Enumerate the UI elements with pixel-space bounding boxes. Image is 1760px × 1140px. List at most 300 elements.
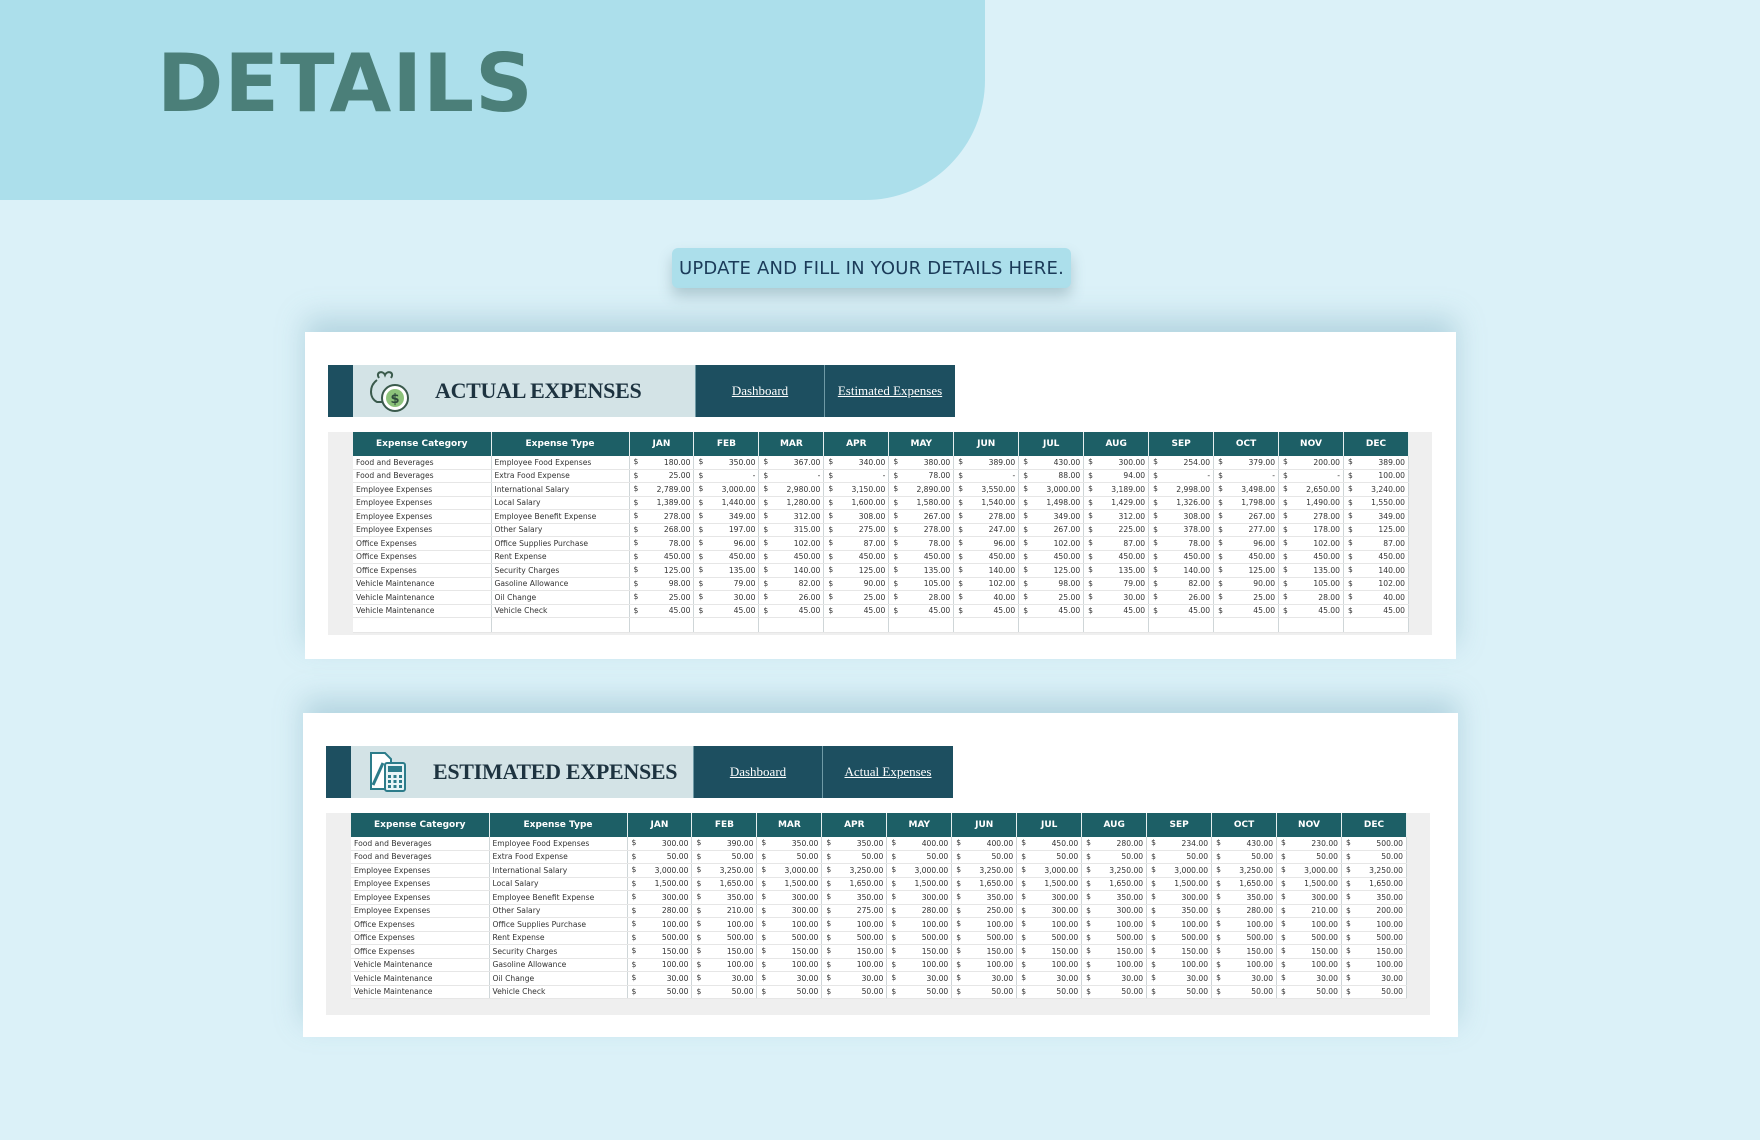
cell-empty[interactable] (954, 618, 1019, 633)
cell-amount[interactable] (1084, 537, 1149, 551)
cell-amount[interactable] (1147, 864, 1212, 878)
cell-amount[interactable] (694, 456, 759, 469)
cell-amount[interactable] (627, 891, 692, 905)
cell-amount[interactable] (887, 972, 952, 986)
cell-empty[interactable] (694, 618, 759, 633)
cell-amount[interactable] (1149, 483, 1214, 497)
cell-amount[interactable] (952, 864, 1017, 878)
cell-amount[interactable] (1149, 456, 1214, 469)
cell-amount[interactable] (952, 931, 1017, 945)
cell-expense-type[interactable]: Rent Expense (491, 550, 629, 564)
cell-amount[interactable] (627, 837, 692, 850)
cell-amount[interactable] (692, 918, 757, 932)
cell-amount[interactable] (824, 510, 889, 524)
cell-amount[interactable] (1277, 972, 1342, 986)
cell-amount[interactable] (1149, 550, 1214, 564)
cell-amount[interactable] (1019, 604, 1084, 618)
cell-empty[interactable] (629, 618, 694, 633)
cell-amount[interactable] (889, 483, 954, 497)
cell-amount[interactable] (1277, 958, 1342, 972)
cell-expense-type[interactable]: Vehicle Check (489, 985, 627, 999)
cell-amount[interactable] (952, 958, 1017, 972)
cell-amount[interactable] (824, 523, 889, 537)
cell-amount[interactable] (1341, 850, 1406, 864)
cell-empty[interactable] (491, 618, 629, 633)
cell-amount[interactable] (1019, 496, 1084, 510)
cell-amount[interactable] (1084, 591, 1149, 605)
cell-amount[interactable] (627, 918, 692, 932)
cell-amount[interactable] (1017, 958, 1082, 972)
cell-amount[interactable] (627, 850, 692, 864)
cell-expense-category[interactable]: Employee Expenses (351, 864, 489, 878)
cell-empty[interactable] (1149, 618, 1214, 633)
cell-amount[interactable] (692, 985, 757, 999)
cell-amount[interactable] (1084, 510, 1149, 524)
cell-expense-category[interactable]: Office Expenses (351, 931, 489, 945)
cell-amount[interactable] (1019, 510, 1084, 524)
cell-amount[interactable] (887, 985, 952, 999)
cell-amount[interactable] (1082, 985, 1147, 999)
cell-expense-category[interactable]: Employee Expenses (351, 891, 489, 905)
cell-amount[interactable] (627, 904, 692, 918)
cell-amount[interactable] (1212, 837, 1277, 850)
cell-amount[interactable] (627, 985, 692, 999)
cell-amount[interactable] (1017, 985, 1082, 999)
cell-amount[interactable] (1149, 564, 1214, 578)
cell-expense-type[interactable]: Employee Benefit Expense (489, 891, 627, 905)
cell-amount[interactable] (889, 537, 954, 551)
cell-amount[interactable] (889, 604, 954, 618)
cell-amount[interactable] (952, 918, 1017, 932)
cell-expense-type[interactable]: Gasoline Allowance (491, 577, 629, 591)
cell-amount[interactable] (822, 837, 887, 850)
cell-expense-category[interactable]: Office Expenses (353, 550, 491, 564)
cell-amount[interactable] (629, 577, 694, 591)
cell-amount[interactable] (1084, 523, 1149, 537)
cell-amount[interactable] (1341, 864, 1406, 878)
cell-amount[interactable] (822, 945, 887, 959)
cell-amount[interactable] (1343, 496, 1408, 510)
cell-amount[interactable] (1341, 945, 1406, 959)
cell-amount[interactable] (824, 456, 889, 469)
cell-amount[interactable] (952, 837, 1017, 850)
cell-amount[interactable] (822, 931, 887, 945)
cell-amount[interactable] (629, 469, 694, 483)
cell-expense-category[interactable]: Employee Expenses (353, 523, 491, 537)
cell-amount[interactable] (1279, 456, 1344, 469)
cell-expense-type[interactable]: Local Salary (491, 496, 629, 510)
cell-amount[interactable] (1149, 537, 1214, 551)
cell-amount[interactable] (889, 523, 954, 537)
cell-amount[interactable] (1343, 564, 1408, 578)
cell-amount[interactable] (1343, 537, 1408, 551)
cell-amount[interactable] (1084, 496, 1149, 510)
cell-amount[interactable] (1277, 931, 1342, 945)
cell-amount[interactable] (954, 564, 1019, 578)
cell-amount[interactable] (822, 891, 887, 905)
cell-amount[interactable] (629, 456, 694, 469)
cell-amount[interactable] (1214, 564, 1279, 578)
cell-amount[interactable] (1277, 891, 1342, 905)
cell-amount[interactable] (1019, 483, 1084, 497)
cell-amount[interactable] (1082, 850, 1147, 864)
cell-amount[interactable] (1019, 564, 1084, 578)
cell-expense-category[interactable]: Office Expenses (351, 918, 489, 932)
cell-amount[interactable] (694, 564, 759, 578)
cell-amount[interactable] (1277, 864, 1342, 878)
cell-expense-type[interactable]: International Salary (491, 483, 629, 497)
cell-amount[interactable] (1212, 850, 1277, 864)
cell-empty[interactable] (1279, 618, 1344, 633)
cell-amount[interactable] (952, 945, 1017, 959)
cell-amount[interactable] (1019, 469, 1084, 483)
cell-amount[interactable] (1019, 577, 1084, 591)
cell-amount[interactable] (1214, 496, 1279, 510)
cell-amount[interactable] (757, 891, 822, 905)
cell-amount[interactable] (1343, 550, 1408, 564)
cell-amount[interactable] (1084, 456, 1149, 469)
cell-amount[interactable] (887, 958, 952, 972)
cell-amount[interactable] (1147, 958, 1212, 972)
cell-amount[interactable] (952, 985, 1017, 999)
cell-amount[interactable] (1019, 591, 1084, 605)
cell-amount[interactable] (1147, 918, 1212, 932)
cell-amount[interactable] (1279, 496, 1344, 510)
cell-amount[interactable] (1341, 837, 1406, 850)
cell-expense-category[interactable]: Food and Beverages (353, 469, 491, 483)
cell-amount[interactable] (1149, 577, 1214, 591)
cell-amount[interactable] (1212, 945, 1277, 959)
cell-expense-category[interactable]: Vehicle Maintenance (351, 985, 489, 999)
cell-empty[interactable] (889, 618, 954, 633)
cell-amount[interactable] (954, 550, 1019, 564)
cell-amount[interactable] (692, 850, 757, 864)
cell-amount[interactable] (954, 604, 1019, 618)
cell-amount[interactable] (1082, 877, 1147, 891)
cell-empty[interactable] (353, 618, 491, 633)
cell-amount[interactable] (1341, 904, 1406, 918)
cell-amount[interactable] (1212, 864, 1277, 878)
cell-amount[interactable] (824, 469, 889, 483)
cell-amount[interactable] (757, 877, 822, 891)
cell-amount[interactable] (692, 864, 757, 878)
cell-expense-type[interactable]: Other Salary (489, 904, 627, 918)
cell-expense-category[interactable]: Vehicle Maintenance (353, 577, 491, 591)
cell-amount[interactable] (1149, 496, 1214, 510)
cell-amount[interactable] (1214, 577, 1279, 591)
cell-amount[interactable] (1214, 456, 1279, 469)
cell-amount[interactable] (1017, 850, 1082, 864)
cell-amount[interactable] (954, 456, 1019, 469)
cell-amount[interactable] (1277, 904, 1342, 918)
cell-expense-type[interactable]: Extra Food Expense (489, 850, 627, 864)
cell-amount[interactable] (1343, 456, 1408, 469)
cell-amount[interactable] (1214, 483, 1279, 497)
cell-amount[interactable] (887, 850, 952, 864)
cell-amount[interactable] (1343, 591, 1408, 605)
cell-expense-type[interactable]: Security Charges (489, 945, 627, 959)
cell-amount[interactable] (757, 985, 822, 999)
cell-amount[interactable] (1084, 604, 1149, 618)
cell-expense-category[interactable]: Office Expenses (351, 945, 489, 959)
cell-amount[interactable] (694, 483, 759, 497)
cell-amount[interactable] (1147, 985, 1212, 999)
actual-expenses-link[interactable]: Actual Expenses (822, 746, 953, 798)
cell-amount[interactable] (1214, 523, 1279, 537)
cell-amount[interactable] (1341, 958, 1406, 972)
cell-amount[interactable] (954, 523, 1019, 537)
cell-amount[interactable] (759, 456, 824, 469)
cell-amount[interactable] (759, 550, 824, 564)
cell-amount[interactable] (759, 591, 824, 605)
cell-amount[interactable] (1341, 972, 1406, 986)
cell-amount[interactable] (629, 564, 694, 578)
cell-amount[interactable] (1082, 918, 1147, 932)
cell-amount[interactable] (1279, 564, 1344, 578)
cell-amount[interactable] (629, 550, 694, 564)
cell-amount[interactable] (822, 864, 887, 878)
cell-amount[interactable] (1343, 483, 1408, 497)
cell-amount[interactable] (694, 469, 759, 483)
cell-amount[interactable] (822, 985, 887, 999)
cell-amount[interactable] (1214, 510, 1279, 524)
cell-amount[interactable] (824, 564, 889, 578)
cell-amount[interactable] (1084, 469, 1149, 483)
cell-amount[interactable] (692, 945, 757, 959)
cell-amount[interactable] (824, 537, 889, 551)
cell-amount[interactable] (1214, 537, 1279, 551)
cell-expense-type[interactable]: Oil Change (491, 591, 629, 605)
cell-amount[interactable] (1019, 456, 1084, 469)
cell-amount[interactable] (757, 864, 822, 878)
cell-amount[interactable] (694, 510, 759, 524)
cell-amount[interactable] (1019, 523, 1084, 537)
cell-amount[interactable] (1279, 469, 1344, 483)
cell-amount[interactable] (952, 850, 1017, 864)
cell-amount[interactable] (1341, 931, 1406, 945)
cell-amount[interactable] (692, 958, 757, 972)
cell-amount[interactable] (757, 931, 822, 945)
cell-amount[interactable] (824, 550, 889, 564)
cell-amount[interactable] (757, 958, 822, 972)
cell-amount[interactable] (759, 496, 824, 510)
cell-amount[interactable] (759, 577, 824, 591)
cell-amount[interactable] (629, 604, 694, 618)
cell-expense-category[interactable]: Employee Expenses (351, 877, 489, 891)
cell-expense-category[interactable]: Employee Expenses (351, 904, 489, 918)
cell-amount[interactable] (1082, 945, 1147, 959)
cell-amount[interactable] (1017, 918, 1082, 932)
cell-amount[interactable] (1212, 958, 1277, 972)
cell-amount[interactable] (1019, 550, 1084, 564)
cell-amount[interactable] (1341, 985, 1406, 999)
cell-amount[interactable] (889, 564, 954, 578)
cell-amount[interactable] (1212, 918, 1277, 932)
cell-amount[interactable] (1212, 891, 1277, 905)
cell-amount[interactable] (1147, 904, 1212, 918)
cell-amount[interactable] (1343, 469, 1408, 483)
cell-amount[interactable] (887, 945, 952, 959)
cell-amount[interactable] (627, 958, 692, 972)
cell-amount[interactable] (759, 537, 824, 551)
cell-amount[interactable] (1212, 985, 1277, 999)
cell-amount[interactable] (824, 591, 889, 605)
cell-expense-category[interactable]: Vehicle Maintenance (351, 958, 489, 972)
cell-amount[interactable] (887, 904, 952, 918)
cell-amount[interactable] (692, 877, 757, 891)
cell-amount[interactable] (887, 837, 952, 850)
cell-amount[interactable] (1341, 918, 1406, 932)
cell-amount[interactable] (1147, 945, 1212, 959)
cell-amount[interactable] (757, 945, 822, 959)
cell-amount[interactable] (759, 604, 824, 618)
cell-amount[interactable] (1277, 918, 1342, 932)
cell-amount[interactable] (1084, 483, 1149, 497)
cell-amount[interactable] (694, 577, 759, 591)
cell-amount[interactable] (1343, 604, 1408, 618)
cell-amount[interactable] (1212, 931, 1277, 945)
cell-expense-category[interactable]: Food and Beverages (351, 850, 489, 864)
cell-amount[interactable] (1214, 550, 1279, 564)
cell-amount[interactable] (1017, 877, 1082, 891)
cell-amount[interactable] (629, 496, 694, 510)
cell-amount[interactable] (694, 537, 759, 551)
cell-amount[interactable] (627, 864, 692, 878)
cell-amount[interactable] (694, 523, 759, 537)
cell-amount[interactable] (822, 850, 887, 864)
cell-amount[interactable] (757, 837, 822, 850)
cell-amount[interactable] (954, 537, 1019, 551)
cell-amount[interactable] (1343, 510, 1408, 524)
cell-amount[interactable] (1017, 904, 1082, 918)
cell-amount[interactable] (629, 591, 694, 605)
cell-amount[interactable] (1212, 877, 1277, 891)
cell-amount[interactable] (757, 850, 822, 864)
cell-amount[interactable] (822, 918, 887, 932)
cell-amount[interactable] (889, 591, 954, 605)
cell-expense-type[interactable]: Office Supplies Purchase (491, 537, 629, 551)
cell-expense-type[interactable]: Employee Benefit Expense (491, 510, 629, 524)
cell-amount[interactable] (887, 877, 952, 891)
cell-amount[interactable] (887, 864, 952, 878)
cell-expense-category[interactable]: Employee Expenses (353, 510, 491, 524)
cell-amount[interactable] (889, 550, 954, 564)
cell-amount[interactable] (1343, 523, 1408, 537)
cell-amount[interactable] (952, 891, 1017, 905)
cell-amount[interactable] (954, 591, 1019, 605)
cell-expense-type[interactable]: Security Charges (491, 564, 629, 578)
cell-expense-type[interactable]: Gasoline Allowance (489, 958, 627, 972)
dashboard-link[interactable]: Dashboard (693, 746, 822, 798)
cell-amount[interactable] (759, 469, 824, 483)
cell-amount[interactable] (1279, 510, 1344, 524)
cell-amount[interactable] (694, 604, 759, 618)
cell-amount[interactable] (692, 904, 757, 918)
cell-empty[interactable] (759, 618, 824, 633)
cell-amount[interactable] (822, 904, 887, 918)
cell-amount[interactable] (822, 877, 887, 891)
cell-amount[interactable] (629, 523, 694, 537)
cell-amount[interactable] (1082, 864, 1147, 878)
cell-amount[interactable] (1147, 877, 1212, 891)
cell-amount[interactable] (1084, 577, 1149, 591)
cell-amount[interactable] (1082, 837, 1147, 850)
cell-amount[interactable] (1147, 972, 1212, 986)
cell-expense-category[interactable]: Office Expenses (353, 537, 491, 551)
cell-amount[interactable] (889, 456, 954, 469)
cell-amount[interactable] (759, 510, 824, 524)
cell-amount[interactable] (889, 577, 954, 591)
cell-amount[interactable] (1149, 469, 1214, 483)
cell-expense-type[interactable]: Rent Expense (489, 931, 627, 945)
cell-amount[interactable] (1017, 945, 1082, 959)
cell-amount[interactable] (1214, 469, 1279, 483)
cell-amount[interactable] (822, 972, 887, 986)
cell-amount[interactable] (1082, 972, 1147, 986)
cell-amount[interactable] (694, 591, 759, 605)
cell-expense-type[interactable]: Extra Food Expense (491, 469, 629, 483)
cell-empty[interactable] (824, 618, 889, 633)
cell-expense-type[interactable]: Employee Food Expenses (491, 456, 629, 469)
cell-amount[interactable] (1279, 537, 1344, 551)
cell-amount[interactable] (954, 469, 1019, 483)
cell-amount[interactable] (757, 972, 822, 986)
cell-expense-type[interactable]: International Salary (489, 864, 627, 878)
cell-amount[interactable] (1214, 591, 1279, 605)
cell-amount[interactable] (692, 972, 757, 986)
cell-amount[interactable] (1082, 904, 1147, 918)
cell-amount[interactable] (757, 918, 822, 932)
cell-amount[interactable] (887, 931, 952, 945)
cell-amount[interactable] (889, 496, 954, 510)
cell-empty[interactable] (1019, 618, 1084, 633)
cell-amount[interactable] (1017, 864, 1082, 878)
cell-amount[interactable] (694, 550, 759, 564)
cell-expense-category[interactable]: Food and Beverages (351, 837, 489, 850)
cell-amount[interactable] (1019, 537, 1084, 551)
cell-expense-type[interactable]: Local Salary (489, 877, 627, 891)
cell-amount[interactable] (1149, 510, 1214, 524)
cell-amount[interactable] (1147, 891, 1212, 905)
cell-amount[interactable] (1277, 837, 1342, 850)
cell-expense-type[interactable]: Employee Food Expenses (489, 837, 627, 850)
cell-amount[interactable] (1147, 837, 1212, 850)
cell-expense-type[interactable]: Office Supplies Purchase (489, 918, 627, 932)
cell-expense-category[interactable]: Office Expenses (353, 564, 491, 578)
cell-empty[interactable] (1084, 618, 1149, 633)
cell-amount[interactable] (759, 523, 824, 537)
cell-amount[interactable] (1082, 958, 1147, 972)
cell-amount[interactable] (1343, 577, 1408, 591)
cell-amount[interactable] (952, 972, 1017, 986)
cell-amount[interactable] (1084, 550, 1149, 564)
cell-amount[interactable] (887, 918, 952, 932)
cell-amount[interactable] (627, 931, 692, 945)
cell-amount[interactable] (1212, 904, 1277, 918)
cell-amount[interactable] (1279, 604, 1344, 618)
cell-amount[interactable] (889, 510, 954, 524)
cell-amount[interactable] (694, 496, 759, 510)
cell-amount[interactable] (1082, 931, 1147, 945)
cell-amount[interactable] (1277, 850, 1342, 864)
cell-amount[interactable] (1147, 850, 1212, 864)
estimated-expenses-link[interactable]: Estimated Expenses (824, 365, 955, 417)
cell-amount[interactable] (629, 537, 694, 551)
cell-amount[interactable] (692, 931, 757, 945)
cell-amount[interactable] (1277, 945, 1342, 959)
cell-amount[interactable] (1214, 604, 1279, 618)
cell-amount[interactable] (1279, 550, 1344, 564)
